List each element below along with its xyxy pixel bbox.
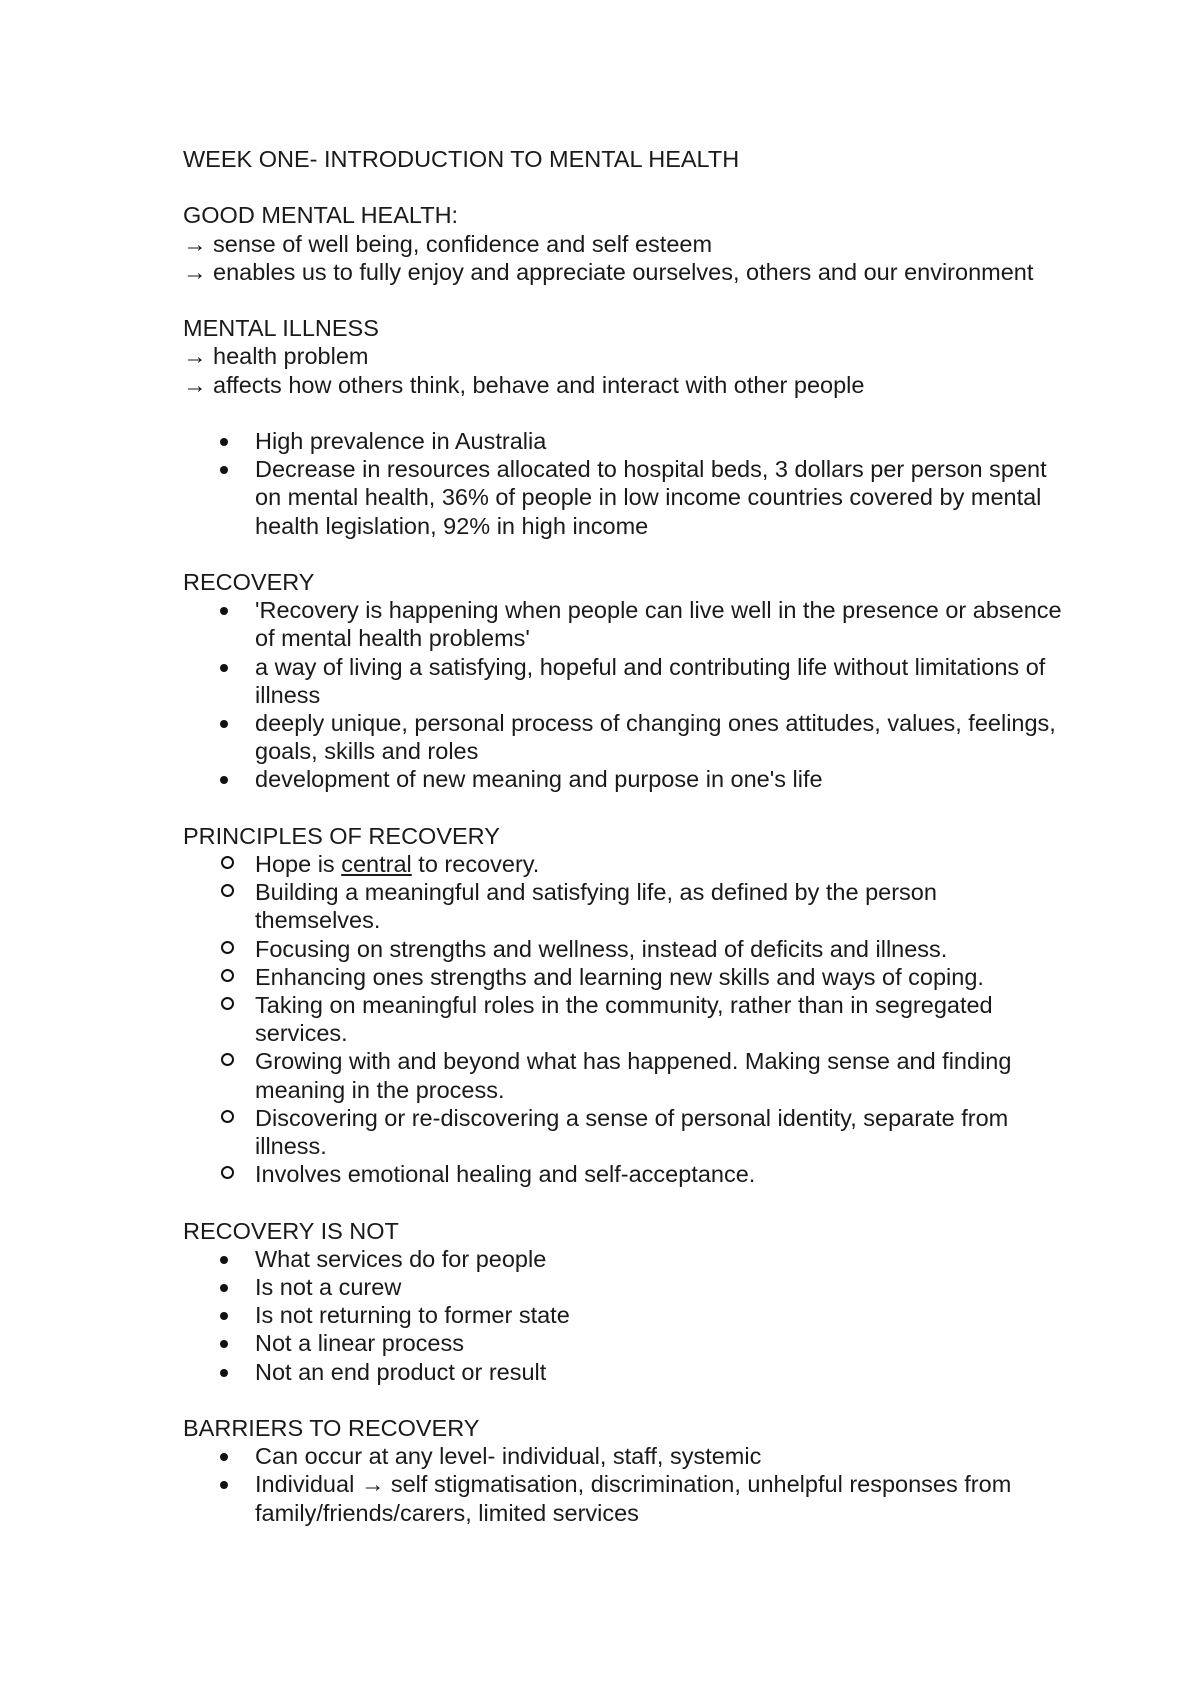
list-item: Enhancing ones strengths and learning new skills and ways of coping. [183,963,1063,991]
barriers-list [183,1442,1063,1527]
arrow-point: → enables us to fully enjoy and appreciate ourselves, others and our environment [183,258,1034,285]
list-item: a way of living a satisfying, hopeful and contributing life without limitations of illness [183,653,1063,709]
list-item: Not a linear process [183,1329,1063,1357]
list-item: Involves emotional healing and self-acceptance. [183,1160,1063,1188]
document-body [183,145,1063,1527]
list-item: Not an end product or result [183,1358,1063,1386]
recovery-is-not-list [183,1245,1063,1386]
heading-good-mental-health: GOOD MENTAL HEALTH: [183,202,459,229]
arrow-icon: → [183,371,207,398]
spacer [183,1386,1063,1414]
mental-illness-list [183,427,1063,540]
list-item: development of new meaning and purpose in one's life [183,765,1063,793]
spacer [183,540,1063,568]
arrow-icon: → [183,230,207,257]
heading-recovery-is-not: RECOVERY IS NOT [183,1217,399,1244]
list-item: deeply unique, personal process of changing ones attitudes, values, feelings, goals, skills and roles [183,709,1063,765]
list-item: Is not a curew [183,1273,1063,1301]
arrow-point: → sense of well being, confidence and self esteem [183,230,713,257]
list-item: Discovering or re-discovering a sense of personal identity, separate from illness. [183,1104,1063,1160]
list-item: Focusing on strengths and wellness, instead of deficits and illness. [183,935,1063,963]
heading-barriers-to-recovery: BARRIERS TO RECOVERY [183,1415,480,1442]
list-item: Is not returning to former state [183,1301,1063,1329]
list-item: High prevalence in Australia [183,427,1063,455]
arrow-point: → affects how others think, behave and interact with other people [183,371,865,398]
spacer [183,1188,1063,1216]
heading-recovery: RECOVERY [183,568,315,595]
arrow-point: → health problem [183,343,369,370]
heading-principles-of-recovery: PRINCIPLES OF RECOVERY [183,822,500,849]
list-item: What services do for people [183,1245,1063,1273]
arrow-icon: → [360,1471,385,1498]
spacer [183,399,1063,427]
underlined-word: central [341,851,412,877]
list-item: Can occur at any level- individual, staff, systemic [183,1442,1063,1470]
list-item: Building a meaningful and satisfying life, as defined by the person themselves. [183,878,1063,934]
arrow-icon: → [183,343,207,370]
list-item: Individual → self stigmatisation, discrimination, unhelpful responses from family/friends/carers, limited services [183,1470,1063,1526]
list-item: 'Recovery is happening when people can live well in the presence or absence of mental health problems' [183,596,1063,652]
document-title: WEEK ONE- INTRODUCTION TO MENTAL HEALTH [183,146,740,172]
heading-mental-illness: MENTAL ILLNESS [183,315,379,342]
list-item: Hope is central to recovery. [183,850,1063,878]
principles-list [183,850,1063,1188]
list-item: Taking on meaningful roles in the community, rather than in segregated services. [183,991,1063,1047]
recovery-list [183,596,1063,793]
spacer [183,286,1063,314]
arrow-icon: → [183,258,207,285]
spacer [183,794,1063,822]
list-item: Growing with and beyond what has happened. Making sense and finding meaning in the process. [183,1047,1063,1103]
list-item: Decrease in resources allocated to hospital beds, 3 dollars per person spent on mental health, 36% of people in low income countries covered by mental health legislation, 92% in high income [183,455,1063,540]
spacer [183,173,1063,201]
